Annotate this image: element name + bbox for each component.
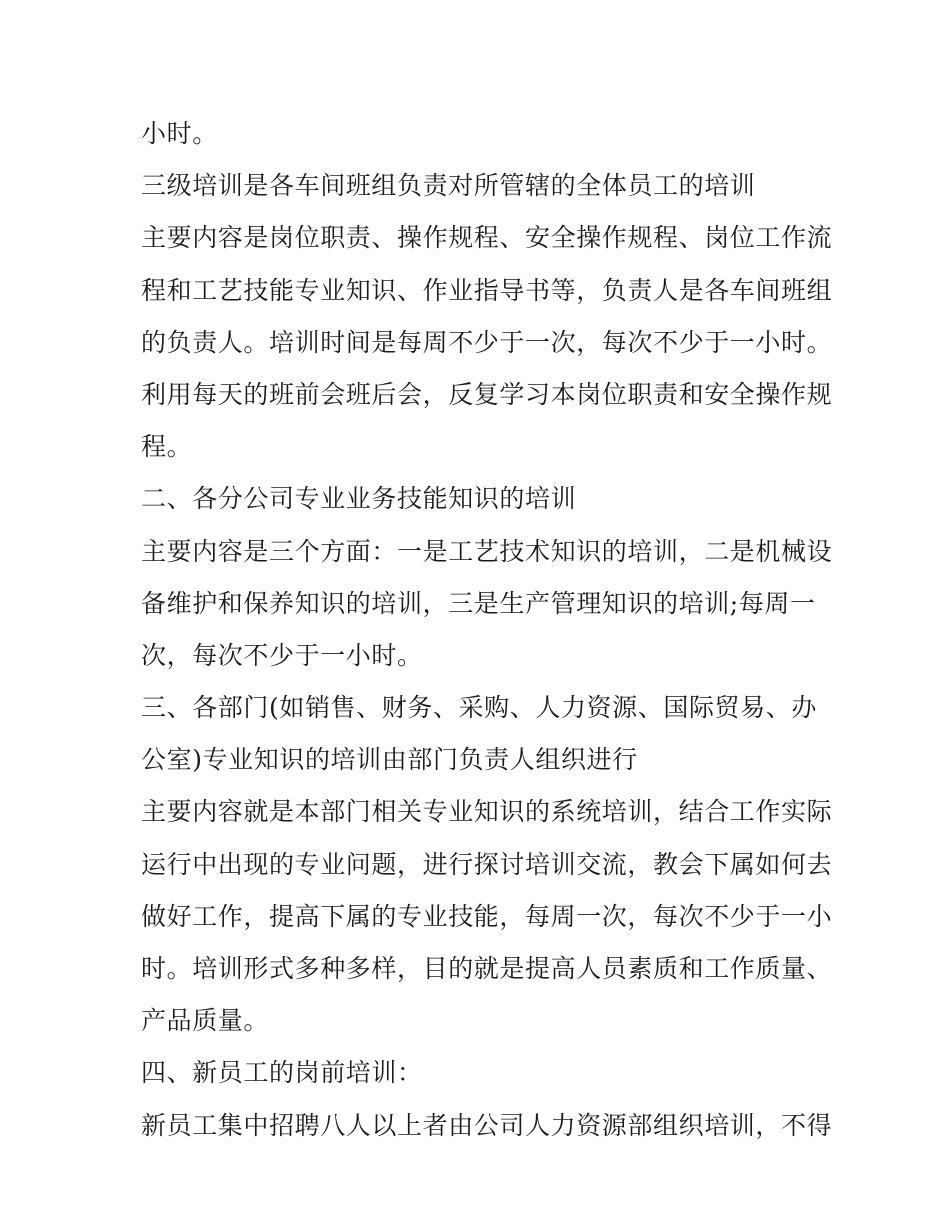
text-line: 的负责人。培训时间是每周不少于一次，每次不少于一小时。 — [141, 327, 833, 357]
text-line: 新员工集中招聘八人以上者由公司人力资源部组织培训，不得 — [141, 1110, 833, 1140]
text-line: 程和工艺技能专业知识、作业指导书等，负责人是各车间班组 — [141, 275, 833, 305]
text-line: 程。 — [141, 432, 193, 462]
section-heading: 二、各分公司专业业务技能知识的培训 — [141, 484, 577, 514]
text-line: 三级培训是各车间班组负责对所管辖的全体员工的培训 — [141, 171, 756, 201]
text-line: 主要内容就是本部门相关专业知识的系统培训，结合工作实际 — [141, 797, 833, 827]
text-line: 备维护和保养知识的培训，三是生产管理知识的培训;每周一 — [141, 588, 816, 618]
text-line: 小时。 — [141, 119, 218, 148]
text-line: 利用每天的班前会班后会，反复学习本岗位职责和安全操作规 — [141, 379, 833, 409]
section-heading: 三、各部门(如销售、财务、采购、人力资源、国际贸易、办 — [141, 693, 817, 723]
text-line: 做好工作，提高下属的专业技能，每周一次，每次不少于一小 — [141, 901, 833, 931]
text-line: 次，每次不少于一小时。 — [141, 640, 423, 670]
text-line: 运行中出现的专业问题，进行探讨培训交流，教会下属如何去 — [141, 849, 833, 879]
document-body — [141, 108, 833, 1152]
section-heading: 四、新员工的岗前培训： — [141, 1058, 423, 1088]
text-line: 主要内容是三个方面：一是工艺技术知识的培训，二是机械设 — [141, 536, 833, 566]
text-line: 时。培训形式多种多样，目的就是提高人员素质和工作质量、 — [141, 954, 833, 983]
text-line: 产品质量。 — [141, 1006, 270, 1036]
section-heading: 公室)专业知识的培训由部门负责人组织进行 — [141, 745, 638, 775]
text-line: 主要内容是岗位职责、操作规程、安全操作规程、岗位工作流 — [141, 223, 833, 253]
